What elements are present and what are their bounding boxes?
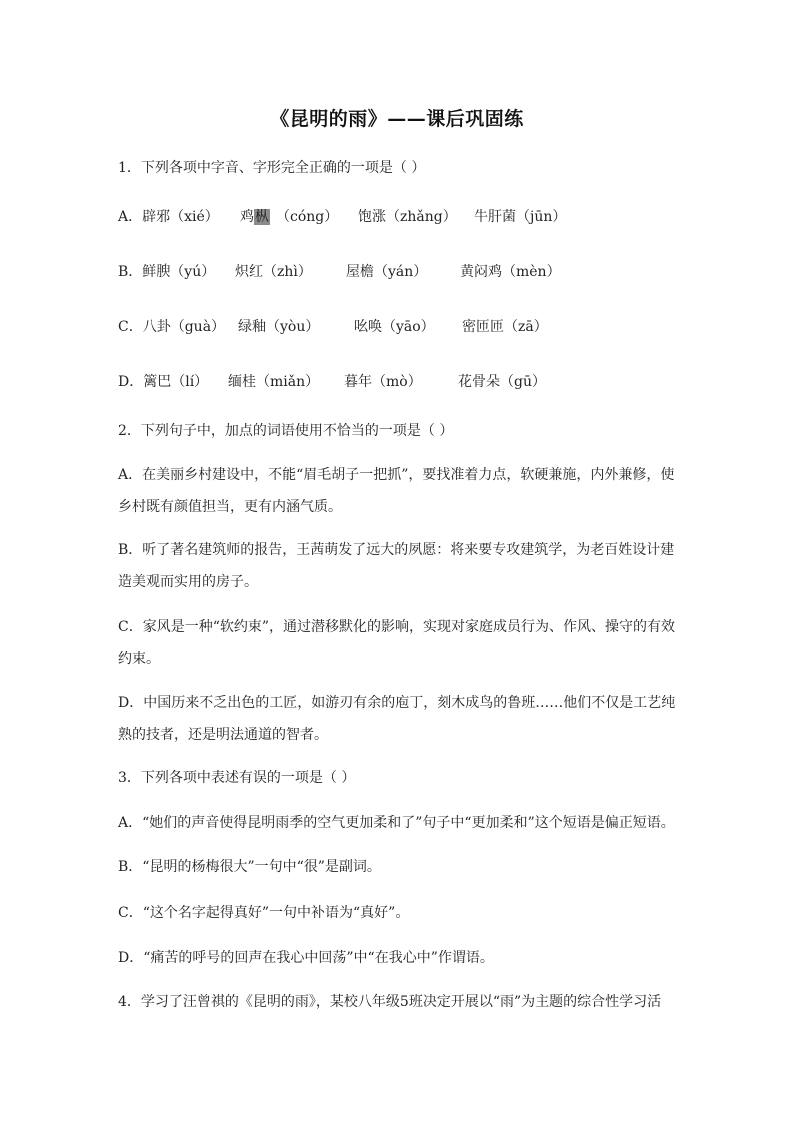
q1-a-item-1: A．辟邪（xié）: [118, 209, 219, 225]
q1-c-item-3: 吆唤（yāo）: [354, 319, 435, 335]
q3-option-d: D．“痛苦的呼号的回声在我心中回荡”中“在我心中”作谓语。: [118, 950, 494, 966]
q1-b-item-4: 黄闷鸡（mèn）: [460, 264, 561, 280]
q2-option-b-line-2: 造美观而实用的房子。: [118, 574, 258, 590]
q1-d-item-2: 缅桂（miǎn）: [228, 374, 320, 390]
q2-option-b-line-1: B．听了著名建筑师的报告，王茜萌发了远大的夙愿：将来要专攻建筑学，为老百姓设计建: [118, 542, 675, 558]
q1-c-item-4: 密匝匝（zā）: [462, 319, 548, 335]
q2-option-c-line-2: 约束。: [118, 651, 160, 667]
q1-d-item-1: D．篱巴（lí）: [118, 374, 209, 390]
highlighted-character: 枞: [255, 209, 269, 225]
q1-a-item-3: 饱涨（zhǎng）: [358, 209, 457, 225]
q2-option-d-line-2: 熟的技者，还是明法通道的智者。: [118, 727, 328, 743]
q2-option-c-line-1: C．家风是一种“软约束”，通过潜移默化的影响，实现对家庭成员行为、作风、操守的有效: [118, 619, 676, 635]
q1-a-item-4: 牛肝菌（jūn）: [474, 209, 567, 225]
q1-a-item-2: 鸡枞 （cóng）: [240, 209, 339, 225]
q1-c-item-1: C．八卦（guà）: [118, 319, 226, 335]
q3-option-a: A．“她们的声音使得昆明雨季的空气更加柔和了”句子中“更加柔和”这个短语是偏正短语。: [118, 815, 675, 831]
q1-d-item-4: 花骨朵（gū）: [458, 374, 546, 390]
q1-b-item-3: 屋檐（yán）: [346, 264, 428, 280]
question-3-stem: 3．下列各项中表述有误的一项是（ ）: [118, 770, 356, 786]
q2-option-d-line-1: D．中国历来不乏出色的工匠，如游刃有余的庖丁，刻木成鸟的鲁班……他们不仅是工艺纯: [118, 695, 676, 711]
q1-b-item-2: 炽红（zhì）: [235, 264, 312, 280]
question-2-stem: 2．下列句子中，加点的词语使用不恰当的一项是（ ）: [118, 423, 454, 439]
question-1-stem: 1．下列各项中字音、字形完全正确的一项是（ ）: [118, 160, 426, 176]
document-title: 《昆明的雨》——课后巩固练: [270, 108, 524, 130]
q2-option-a-line-1: A．在美丽乡村建设中，不能“眉毛胡子一把抓”，要找准着力点，软硬兼施，内外兼修，使: [118, 467, 675, 483]
question-4-stem: 4．学习了汪曾祺的《昆明的雨》，某校八年级5班决定开展以“雨”为主题的综合性学习活: [118, 994, 662, 1010]
q1-b-item-1: B．鲜腴（yú）: [118, 264, 216, 280]
q2-option-a-line-2: 乡村既有颜值担当，更有内涵气质。: [118, 499, 342, 515]
q1-c-item-2: 绿釉（yòu）: [238, 319, 320, 335]
q1-d-item-3: 暮年（mò）: [344, 374, 422, 390]
q3-option-b: B．“昆明的杨梅很大”一句中“很”是副词。: [118, 859, 381, 875]
q3-option-c: C．“这个名字起得真好”一句中补语为“真好”。: [118, 905, 410, 921]
